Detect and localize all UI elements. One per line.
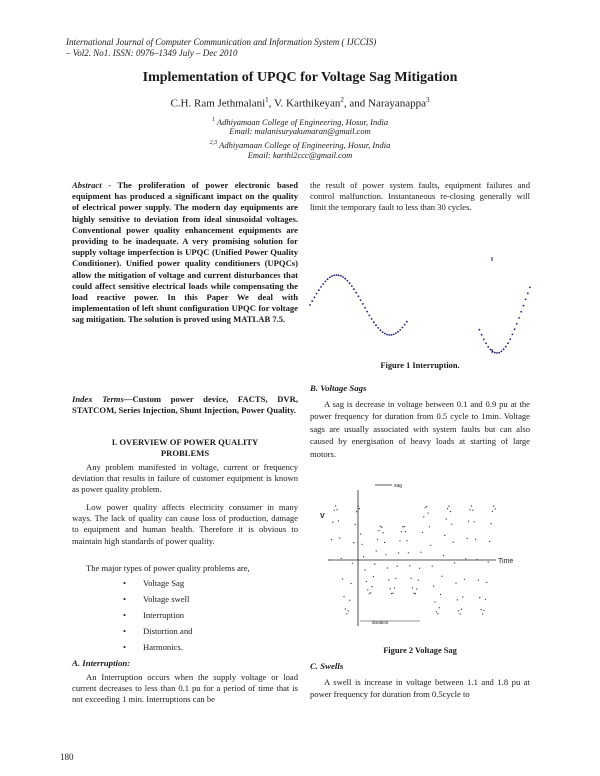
waveform-dot <box>320 286 322 288</box>
waveform-dot <box>374 564 375 565</box>
waveform-dot <box>446 518 447 519</box>
waveform-dot <box>430 545 431 546</box>
abstract <box>72 180 298 326</box>
section-a-heading: A. Interruption: <box>72 658 131 668</box>
affiliation-1-sup: 1 <box>211 117 215 123</box>
waveform-dot <box>355 524 356 525</box>
waveform-dot <box>381 527 382 528</box>
affiliation-2-text: Adhiyamaan College of Engineering, Hosur, India <box>219 139 391 150</box>
index-terms-text: —Custom power device, FACTS, DVR, STATCOM, Series Injection, Shunt Injection, Power Quality. <box>72 394 298 416</box>
waveform-dot <box>387 567 388 568</box>
waveform-dot <box>349 600 350 601</box>
section-1-paragraph-3: The major types of power quality problems are, <box>86 563 250 573</box>
list-item: • Harmonics. <box>123 642 183 652</box>
waveform-dot <box>388 579 389 580</box>
waveform-dot <box>360 299 362 301</box>
waveform-dot <box>432 566 433 567</box>
waveform-dot <box>360 533 361 534</box>
waveform-dot <box>341 558 342 559</box>
waveform-dot <box>467 538 468 539</box>
email-1: Email: malanisuryakumaran@gmail.com <box>229 126 371 136</box>
waveform-dot <box>422 532 423 533</box>
waveform-dot <box>371 586 372 587</box>
waveform-dot <box>465 558 466 559</box>
waveform-dot <box>475 539 476 540</box>
waveform-dot <box>471 505 472 506</box>
abstract-label: Abstract <box>72 180 102 190</box>
waveform-dot <box>427 513 428 514</box>
section-b-text: A sag is decrease in voltage between 0.1 and 0.9 pu at the power frequency for duration from 0.5 cycle to 1min. Voltage sags are usually associated with system faults but can also caused by energisation of heavy loads at starting of large motors. <box>310 399 530 459</box>
figure-1-waveform <box>309 257 531 354</box>
waveform-dot <box>399 540 400 541</box>
waveform-dot <box>501 350 503 352</box>
duration-label: duration <box>372 620 389 625</box>
waveform-dot <box>485 343 487 345</box>
waveform-dot <box>364 569 365 570</box>
list-item: • Voltage Sag <box>123 578 185 588</box>
author-2-sup: 2 <box>340 96 344 104</box>
paper-title: Implementation of UPQC for Voltage Sag Mitigation <box>142 70 458 85</box>
waveform-dot <box>420 552 421 553</box>
waveform-dot <box>476 559 477 560</box>
waveform-dot <box>505 346 507 348</box>
waveform-dot <box>366 581 367 582</box>
waveform-dot <box>325 281 327 283</box>
waveform-dot <box>346 613 347 614</box>
waveform-dot <box>509 338 511 340</box>
waveform-dot <box>406 321 408 323</box>
waveform-dot <box>411 578 412 579</box>
waveform-dot <box>347 280 349 282</box>
waveform-dot <box>362 544 363 545</box>
waveform-dot <box>488 561 489 562</box>
waveform-dot <box>339 537 340 538</box>
waveform-dot <box>451 524 452 525</box>
waveform-dot <box>490 523 491 524</box>
waveform-dot <box>425 507 426 508</box>
waveform-dot <box>503 348 505 350</box>
waveform-dot <box>493 506 494 507</box>
section-1-heading-line-2: PROBLEMS <box>160 448 210 458</box>
waveform-dot <box>479 597 480 598</box>
waveform-dot <box>327 278 329 280</box>
waveform-dot <box>329 277 331 279</box>
waveform-dot <box>436 611 437 612</box>
figure-1-caption: Figure 1 Interruption. <box>380 361 460 370</box>
section-a-text: An Interruption occurs when the supply voltage or load current decreases to less than 0.1 pu for a period of time that is not exceeding 1 min. Interruptions can be <box>72 672 298 705</box>
waveform-dot <box>359 508 360 509</box>
list-item: • Voltage swell <box>123 594 190 604</box>
waveform-dot <box>439 607 440 608</box>
waveform-dot <box>331 275 333 277</box>
waveform-dot <box>450 511 451 512</box>
waveform-dot <box>366 311 368 313</box>
figure-2-caption: Figure 2 Voltage Sag <box>383 646 457 655</box>
waveform-dot <box>412 587 413 588</box>
waveform-dot <box>335 505 336 506</box>
section-1-paragraph-2: Low power quality affects electricity consumer in many ways. The lack of quality can cause loss of production, damage to equipment and human health. Therefore it is obvious to maintain high standards of power quality. <box>72 502 298 546</box>
section-1-heading-line-1: I. OVERVIEW OF POWER QUALITY <box>111 437 259 447</box>
waveform-dot <box>352 563 353 564</box>
waveform-dot <box>472 510 473 511</box>
waveform-dot <box>376 550 377 551</box>
waveform-dot <box>377 539 378 540</box>
waveform-dot <box>415 593 416 594</box>
waveform-dot <box>338 274 340 276</box>
author-list <box>0 96 600 110</box>
time-axis-label: Time <box>498 558 514 565</box>
waveform-dot <box>481 334 483 336</box>
waveform-dot <box>371 318 373 320</box>
waveform-dot <box>483 610 484 611</box>
waveform-dot <box>402 526 403 527</box>
waveform-dot <box>370 592 371 593</box>
waveform-dot <box>474 521 475 522</box>
waveform-dot <box>433 586 434 587</box>
waveform-dot <box>469 509 470 510</box>
waveform-dot <box>353 542 354 543</box>
email-2: Email: karthi2ccc@gmail.com <box>247 150 353 160</box>
waveform-dot <box>492 511 493 512</box>
waveform-dot <box>408 552 409 553</box>
journal-line-2: – Vol2. No1. ISSN: 0976–1349 July – Dec 2010 <box>66 48 238 58</box>
waveform-dot <box>512 334 514 336</box>
waveform-dot <box>314 296 316 298</box>
waveform-dot <box>419 568 420 569</box>
waveform-dot <box>357 506 358 507</box>
waveform-dot <box>342 578 343 579</box>
waveform-dot <box>375 324 377 326</box>
waveform-dot <box>507 342 509 344</box>
waveform-dot <box>338 520 339 521</box>
waveform-dot <box>447 508 448 509</box>
journal-line-1: International Journal of Computer Communication and Information System ( IJCCIS) <box>66 37 377 47</box>
waveform-dot <box>367 589 368 590</box>
waveform-dot <box>460 613 461 614</box>
index-terms <box>72 394 298 416</box>
waveform-dot <box>349 282 351 284</box>
waveform-dot <box>318 289 320 291</box>
waveform-dot <box>437 613 438 614</box>
waveform-dot <box>316 293 318 295</box>
affiliation-2-sup: 2,3 <box>209 140 218 146</box>
waveform-dot <box>483 339 485 341</box>
waveform-dot <box>413 593 414 594</box>
waveform-dot <box>395 332 397 334</box>
waveform-dot <box>369 593 370 594</box>
waveform-dot <box>397 566 398 567</box>
index-terms-label: Index Terms <box>72 394 124 404</box>
waveform-dot <box>383 532 384 533</box>
waveform-dot <box>378 530 379 531</box>
waveform-dot <box>344 278 346 280</box>
waveform-dot <box>478 580 479 581</box>
waveform-dot <box>351 285 353 287</box>
waveform-dot <box>485 599 486 600</box>
waveform-dot <box>384 542 385 543</box>
waveform-dot <box>391 593 392 594</box>
waveform-dot <box>334 510 335 511</box>
waveform-dot <box>336 274 338 276</box>
waveform-dot <box>350 583 351 584</box>
waveform-dot <box>416 588 417 589</box>
affiliation-1-text: Adhiyamaan College of Engineering, Hosur, India <box>216 116 389 127</box>
waveform-dot <box>520 311 522 313</box>
waveform-dot <box>457 599 458 600</box>
waveform-dot <box>342 276 344 278</box>
waveform-dot <box>380 526 381 527</box>
waveform-dot <box>395 578 396 579</box>
waveform-dot <box>388 334 390 336</box>
author-1: C.H. Ram Jethmalani <box>170 97 266 110</box>
waveform-dot <box>356 511 357 512</box>
page-number: 180 <box>60 752 74 762</box>
waveform-dot <box>401 531 402 532</box>
waveform-dot <box>529 287 531 289</box>
waveform-dot <box>399 329 401 331</box>
waveform-dot <box>331 539 332 540</box>
waveform-dot <box>448 506 449 507</box>
waveform-dot <box>495 508 496 509</box>
waveform-dot <box>385 554 386 555</box>
waveform-dot <box>440 594 441 595</box>
waveform-dot <box>384 333 386 335</box>
waveform-dot <box>490 349 492 351</box>
waveform-dot <box>441 576 442 577</box>
waveform-dot <box>311 300 313 302</box>
waveform-dot <box>464 579 465 580</box>
waveform-dot <box>369 315 371 317</box>
waveform-dot <box>391 334 393 336</box>
waveform-dot <box>345 608 346 609</box>
waveform-dot <box>527 292 529 294</box>
author-2: , V. Karthikeyan <box>268 97 341 110</box>
waveform-dot <box>487 346 489 348</box>
waveform-dot <box>481 609 482 610</box>
waveform-dot <box>426 506 427 507</box>
waveform-dot <box>489 541 490 542</box>
waveform-dot <box>362 303 364 305</box>
waveform-dot <box>468 521 469 522</box>
waveform-dot <box>322 283 324 285</box>
waveform-dot <box>404 324 406 326</box>
waveform-dot <box>358 295 360 297</box>
section-1-heading <box>72 437 298 459</box>
waveform-dot <box>355 292 357 294</box>
waveform-dot <box>458 610 459 611</box>
list-item: • Interruption <box>123 610 185 620</box>
waveform-dot <box>494 352 496 354</box>
waveform-dot <box>402 327 404 329</box>
waveform-dot <box>373 321 375 323</box>
waveform-dot <box>444 535 445 536</box>
waveform-dot <box>380 329 382 331</box>
figure-2-voltage-sag <box>310 476 532 636</box>
waveform-dot <box>329 559 330 560</box>
waveform-dot <box>461 609 462 610</box>
waveform-dot <box>394 587 395 588</box>
section-b-heading: B. Voltage Sags <box>310 383 367 393</box>
journal-header <box>66 37 536 59</box>
sag-label: sag <box>394 483 403 489</box>
waveform-dot <box>454 562 455 563</box>
waveform-dot <box>397 331 399 333</box>
waveform-dot <box>482 613 483 614</box>
waveform-dot <box>443 555 444 556</box>
waveform-dot <box>409 565 410 566</box>
waveform-dot <box>364 307 366 309</box>
waveform-dot <box>363 556 364 557</box>
waveform-dot <box>336 509 337 510</box>
waveform-dot <box>404 526 405 527</box>
figure-1-interruption <box>308 255 532 355</box>
waveform-dot <box>398 552 399 553</box>
waveform-dot <box>392 593 393 594</box>
waveform-dot <box>382 331 384 333</box>
author-3: , and Narayanappa <box>343 97 427 110</box>
waveform-dot <box>348 610 349 611</box>
v-axis-label: V <box>320 513 325 520</box>
author-3-sup: 3 <box>426 96 430 104</box>
waveform-dot <box>390 588 391 589</box>
waveform-dot <box>340 275 342 277</box>
section-1-paragraph-1: Any problem manifested in voltage, current or frequency deviation that results in failure of customer equipment is known as power quality problem. <box>72 462 298 495</box>
waveform-dot <box>377 327 379 329</box>
waveform-dot <box>333 274 335 276</box>
waveform-dot <box>525 299 527 301</box>
waveform-dot <box>514 328 516 330</box>
waveform-dot <box>518 317 520 319</box>
pq-problem-list <box>123 578 293 658</box>
waveform-dot <box>486 582 487 583</box>
author-1-sup: 1 <box>265 96 269 104</box>
section-c-text: A swell is increase in voltage between 1.1 and 1.8 pu at power frequency for duration from 0.5cycle to <box>310 677 530 700</box>
waveform-dot <box>343 596 344 597</box>
waveform-dot <box>309 304 311 306</box>
list-item: • Distortion and <box>123 626 193 636</box>
waveform-dot <box>429 526 430 527</box>
section-c-heading: C. Swells <box>310 661 344 671</box>
waveform-dot <box>393 334 395 336</box>
waveform-dot <box>386 334 388 336</box>
waveform-dot <box>332 522 333 523</box>
waveform-dot <box>496 352 498 354</box>
waveform-dot <box>434 601 435 602</box>
waveform-dot <box>423 516 424 517</box>
right-column-continuation: the result of power system faults, equipment failures and control malfunction. Instantaneous re-closing generally will limit the temporary fault to less than 30 cycles. <box>310 180 530 213</box>
abstract-text: - The proliferation of power electronic based equipment has produced a significant impact on the quality of electrical power supply. The modern day equipments are highly sensitive to deviation from ideal sinusoidal voltages. Conventional power quality enhancement equipments are providing to be inadequate. A very promising solution for supply voltage imperfection is UPQC (Unified Power Quality Conditioner). Unified power quality conditioners (UPQCs) allow the mitigation of voltage and current disturbances that could affect sensitive electrical loads while compensating the load reactive power. In this Paper We deal with implementation of left shunt configuration UPQC for voltage sag mitigation. The solution is proved using MATLAB 7.5. <box>72 180 298 325</box>
affiliation-2 <box>0 138 600 150</box>
waveform-dot <box>373 576 374 577</box>
waveform-dot <box>353 288 355 290</box>
waveform-dot <box>406 540 407 541</box>
waveform-dot <box>498 352 500 354</box>
waveform-dot <box>523 305 525 307</box>
waveform-dot <box>453 542 454 543</box>
waveform-dot <box>455 583 456 584</box>
waveform-dot <box>516 323 518 325</box>
waveform-dot <box>418 580 419 581</box>
waveform-dot <box>462 596 463 597</box>
waveform-dot <box>479 329 481 331</box>
waveform-dot <box>405 531 406 532</box>
